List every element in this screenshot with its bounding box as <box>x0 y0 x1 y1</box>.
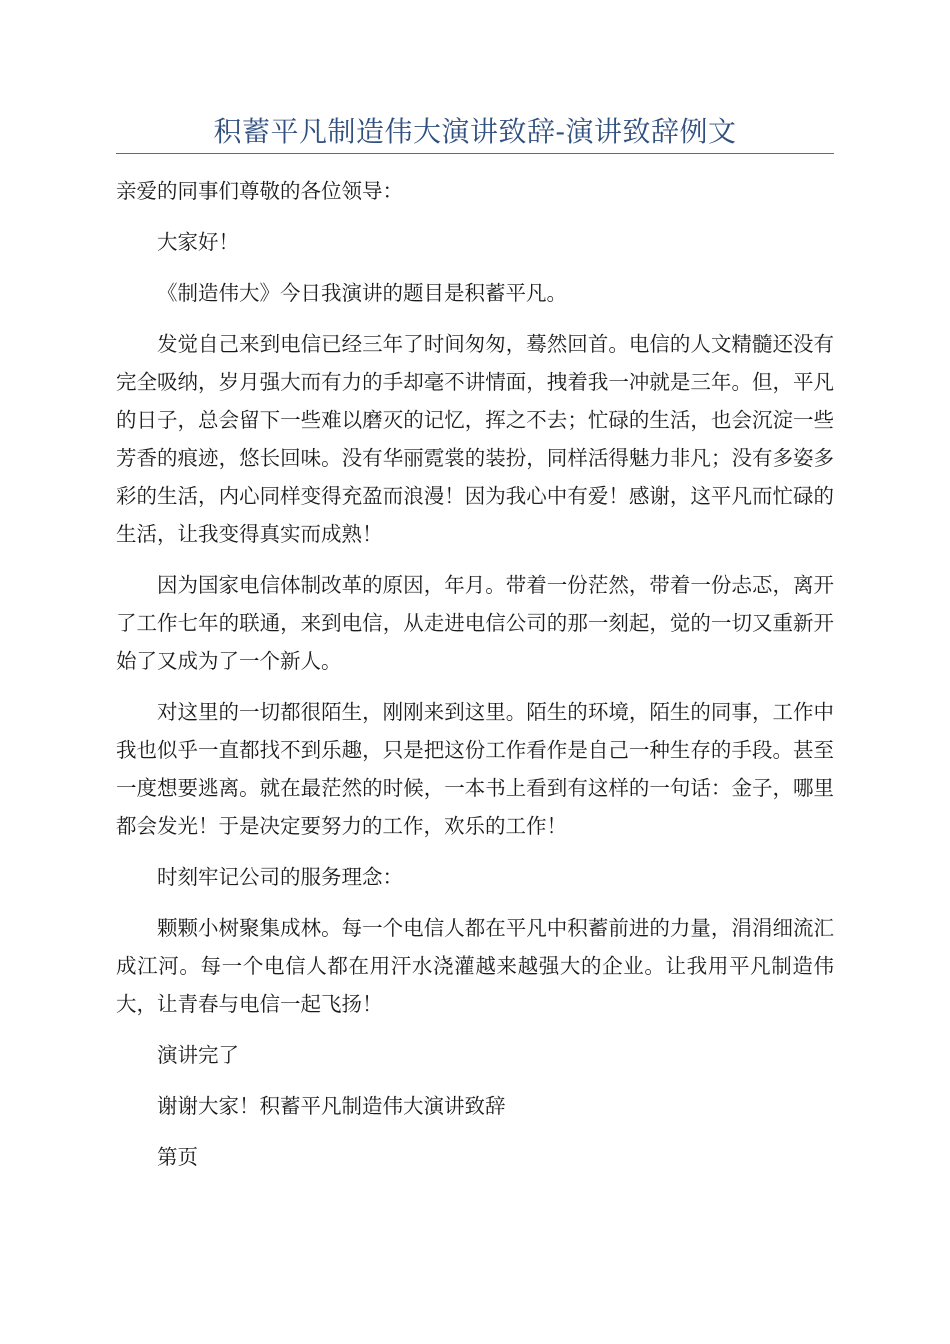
paragraph-service-idea: 时刻牢记公司的服务理念： <box>157 865 403 889</box>
paragraph-page: 第页 <box>157 1145 198 1169</box>
paragraph-thanks: 谢谢大家！积蓄平凡制造伟大演讲致辞 <box>157 1094 506 1118</box>
paragraph-speech-done: 演讲完了 <box>157 1043 239 1067</box>
paragraph-topic: 《制造伟大》今日我演讲的题目是积蓄平凡。 <box>157 281 567 305</box>
document-body <box>116 172 834 1189</box>
paragraph-greeting: 大家好！ <box>157 230 239 254</box>
paragraph-trees-forest: 颗颗小树聚集成林。每一个电信人都在平凡中积蓄前进的力量，涓涓细流汇成江河。每一个电信人都在用汗水浇灌越来越强大的企业。让我用平凡制造伟大，让青春与电信一起飞扬！ <box>116 916 834 1016</box>
salutation: 亲爱的同事们尊敬的各位领导： <box>116 179 403 203</box>
title-underline <box>116 153 834 154</box>
paragraph-reform: 因为国家电信体制改革的原因，年月。带着一份茫然，带着一份忐忑，离开了工作七年的联通，来到电信，从走进电信公司的那一刻起，觉的一切又重新开始了又成为了一个新人。 <box>116 573 834 673</box>
document-title: 积蓄平凡制造伟大演讲致辞-演讲致辞例文 <box>213 115 737 148</box>
paragraph-three-years: 发觉自己来到电信已经三年了时间匆匆，蓦然回首。电信的人文精髓还没有完全吸纳，岁月强大而有力的手却毫不讲情面，拽着我一冲就是三年。但，平凡的日子，总会留下一些难以磨灭的记忆，挥之不去；忙碌的生活，也会沉淀一些芳香的痕迹，悠长回味。没有华丽霓裳的装扮，同样活得魅力非凡；没有多姿多彩的生活，内心同样变得充盈而浪漫！因为我心中有爱！感谢，这平凡而忙碌的生活，让我变得真实而成熟！ <box>116 332 834 546</box>
paragraph-unfamiliar: 对这里的一切都很陌生，刚刚来到这里。陌生的环境，陌生的同事，工作中我也似乎一直都找不到乐趣，只是把这份工作看作是自己一种生存的手段。甚至一度想要逃离。就在最茫然的时候，一本书上看到有这样的一句话：金子，哪里都会发光！于是决定要努力的工作，欢乐的工作！ <box>116 700 834 838</box>
